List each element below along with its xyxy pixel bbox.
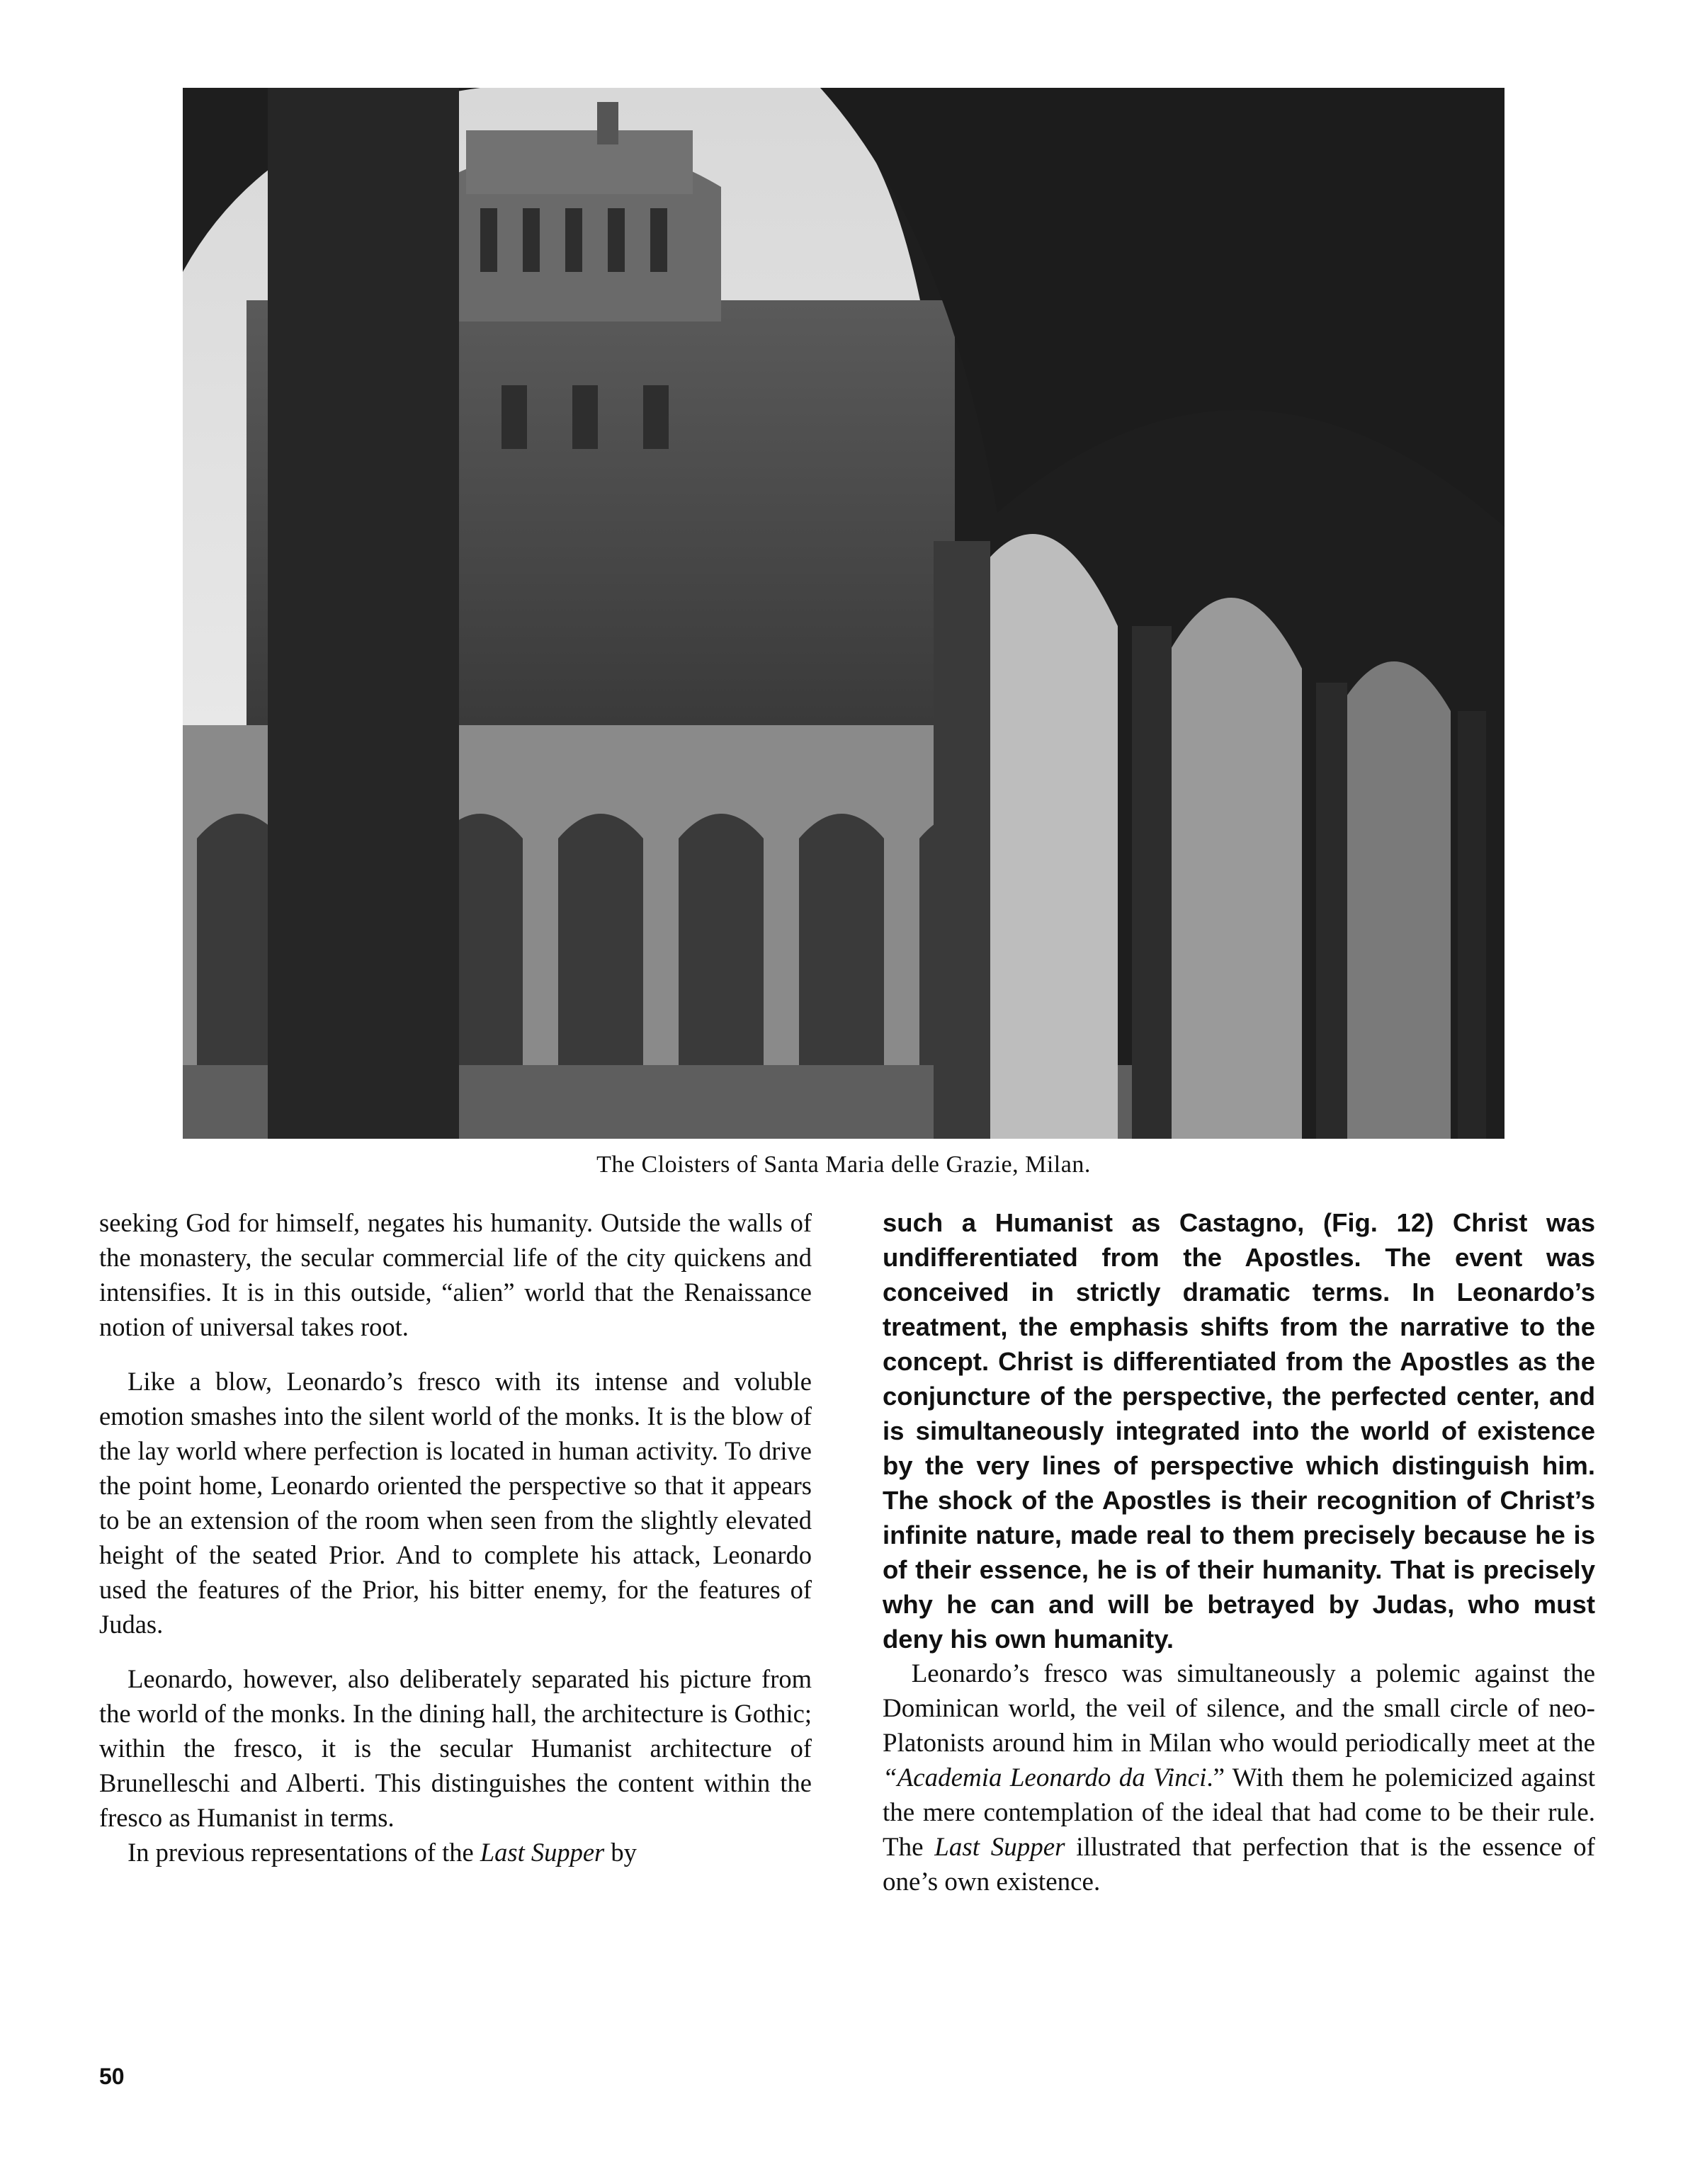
cloister-photo: [183, 88, 1504, 1139]
text-span: Leonardo’s fresco was simultaneously a polemic against the Dominican world, the veil of silence, and the small circle of neo-Platonists around him in Milan who would periodically meet at the: [883, 1659, 1595, 1758]
paragraph: Like a blow, Leonardo’s fresco with its intense and voluble emotion smashes into the silent world of the monks. It is the blow of the lay world where perfection is located in human activity. To drive the point home, Leonardo oriented the perspective so that it appears to be an extension of the room when seen from the slightly elevated height of the seated Prior. And to complete his attack, Leonardo used the features of the Prior, his bitter enemy, for the features of Judas.: [99, 1367, 812, 1639]
work-title: Last Supper: [480, 1838, 605, 1867]
text-span: by: [604, 1838, 637, 1867]
text-span: .” With them he polemicized against the mere contemplation of the ideal that had come to be their rule. The: [883, 1763, 1595, 1862]
paragraph: such a Humanist as Castagno, (Fig. 12) Christ was undifferentiated from the Apostles. The event was conceived in strictly dramatic terms. In Leonardo’s treatment, the emphasis shifts from the narrative to the concept. Christ is differentiated from the Apostles as the conjuncture of the perspective, the perfected center, and is simultaneously integrated into the world of existence by the very lines of perspective which distinguish him. The shock of the Apostles is their recognition of Christ’s infinite nature, made real to them precisely because he is of their essence, he is of their humanity. That is precisely why he can and will be betrayed by Judas, who must deny his own humanity.: [883, 1208, 1595, 1654]
cloister-illustration: [183, 88, 1504, 1139]
text-span: illustrated that perfection that is the essence of one’s own existence.: [883, 1833, 1596, 1896]
paragraph: [883, 1656, 1595, 1899]
text-span: In previous representations of the: [128, 1838, 480, 1867]
work-title: Last Supper: [934, 1833, 1065, 1862]
photo-caption: The Cloisters of Santa Maria delle Grazie, Milan.: [596, 1151, 1091, 1178]
page-number: 50: [99, 2064, 125, 2089]
right-column: [883, 1205, 1595, 1899]
paragraph: Leonardo, however, also deliberately separated his picture from the world of the monks. In the dining hall, the architecture is Gothic; within the fresco, it is the secular Humanist architecture of Brunelleschi and Alberti. This distinguishes the content within the fresco as Humanist in terms.: [99, 1664, 812, 1832]
academy-name: “Academia Leonardo da Vinci: [883, 1763, 1207, 1792]
paragraph: seeking God for himself, negates his humanity. Outside the walls of the monastery, the secular commercial life of the city quickens and intensifies. It is in this outside, “alien” world that the Renaissance notion of universal takes root.: [99, 1208, 812, 1341]
paragraph: [99, 1835, 812, 1870]
left-column: [99, 1205, 812, 1870]
